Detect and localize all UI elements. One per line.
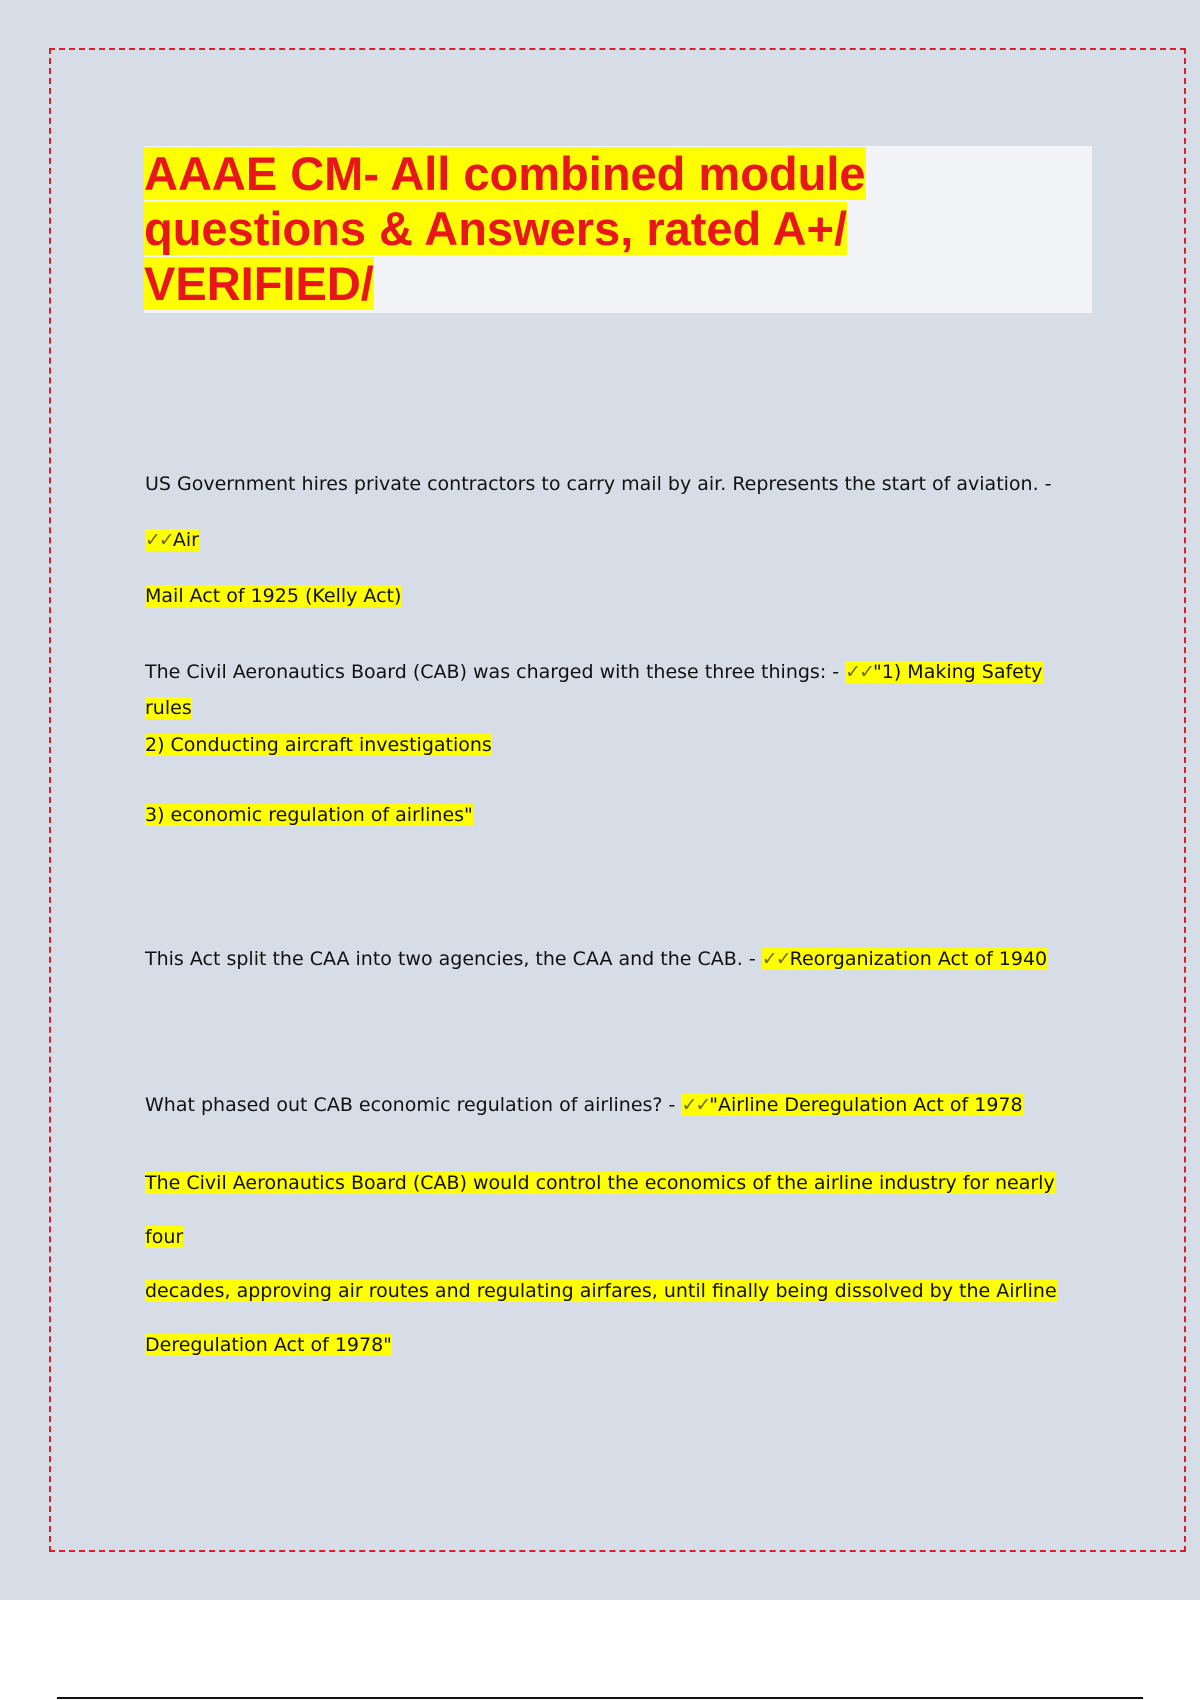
- footer-rule: [57, 1697, 1143, 1699]
- answer-text: Deregulation Act of 1978": [145, 1334, 392, 1356]
- qa-item-1: [145, 456, 1095, 624]
- answer-highlight: [145, 529, 199, 551]
- question-text: This Act split the CAA into two agencies, the CAA and the CAB. -: [145, 948, 762, 970]
- answer-text: decades, approving air routes and regulating airfares, until finally being dissolved by the Airline: [145, 1280, 1057, 1302]
- document-title: [144, 146, 1044, 311]
- answer-line: [145, 797, 1095, 833]
- double-check-icon: ✓✓: [681, 1094, 710, 1116]
- qa-item-3: [145, 941, 1095, 977]
- answer-text: Air: [172, 529, 199, 551]
- question-text: The Civil Aeronautics Board (CAB) was charged with these three things: -: [145, 661, 846, 683]
- answer-text: The Civil Aeronautics Board (CAB) would control the economics of the airline industry for nearly four: [145, 1172, 1055, 1248]
- answer-highlight: [681, 1094, 1022, 1116]
- answer-text: 3) economic regulation of airlines": [145, 804, 473, 826]
- answer-highlight: [762, 948, 1047, 970]
- double-check-icon: ✓✓: [761, 948, 790, 970]
- question-text: US Government hires private contractors to carry mail by air. Represents the start of aviation. -: [145, 473, 1052, 495]
- answer-text: Mail Act of 1925 (Kelly Act): [145, 585, 402, 607]
- qa-item-2: [145, 654, 1095, 726]
- answer-text: "Airline Deregulation Act of 1978: [709, 1094, 1023, 1116]
- question-text: What phased out CAB economic regulation of airlines? -: [145, 1094, 682, 1116]
- double-check-icon: ✓✓: [845, 661, 874, 683]
- qa-item-4: [145, 1087, 1095, 1123]
- answer-text: "1) Making Safety rules: [145, 661, 1043, 719]
- answer-line: [145, 727, 1095, 763]
- answer-paragraph: [145, 1156, 1095, 1372]
- answer-text: 2) Conducting aircraft investigations: [145, 734, 492, 756]
- answer-text: Reorganization Act of 1940: [789, 948, 1048, 970]
- title-highlight: AAAE CM- All combined module questions & Answers, rated A+/ VERIFIED/: [144, 147, 866, 310]
- double-check-icon: ✓✓: [145, 529, 173, 551]
